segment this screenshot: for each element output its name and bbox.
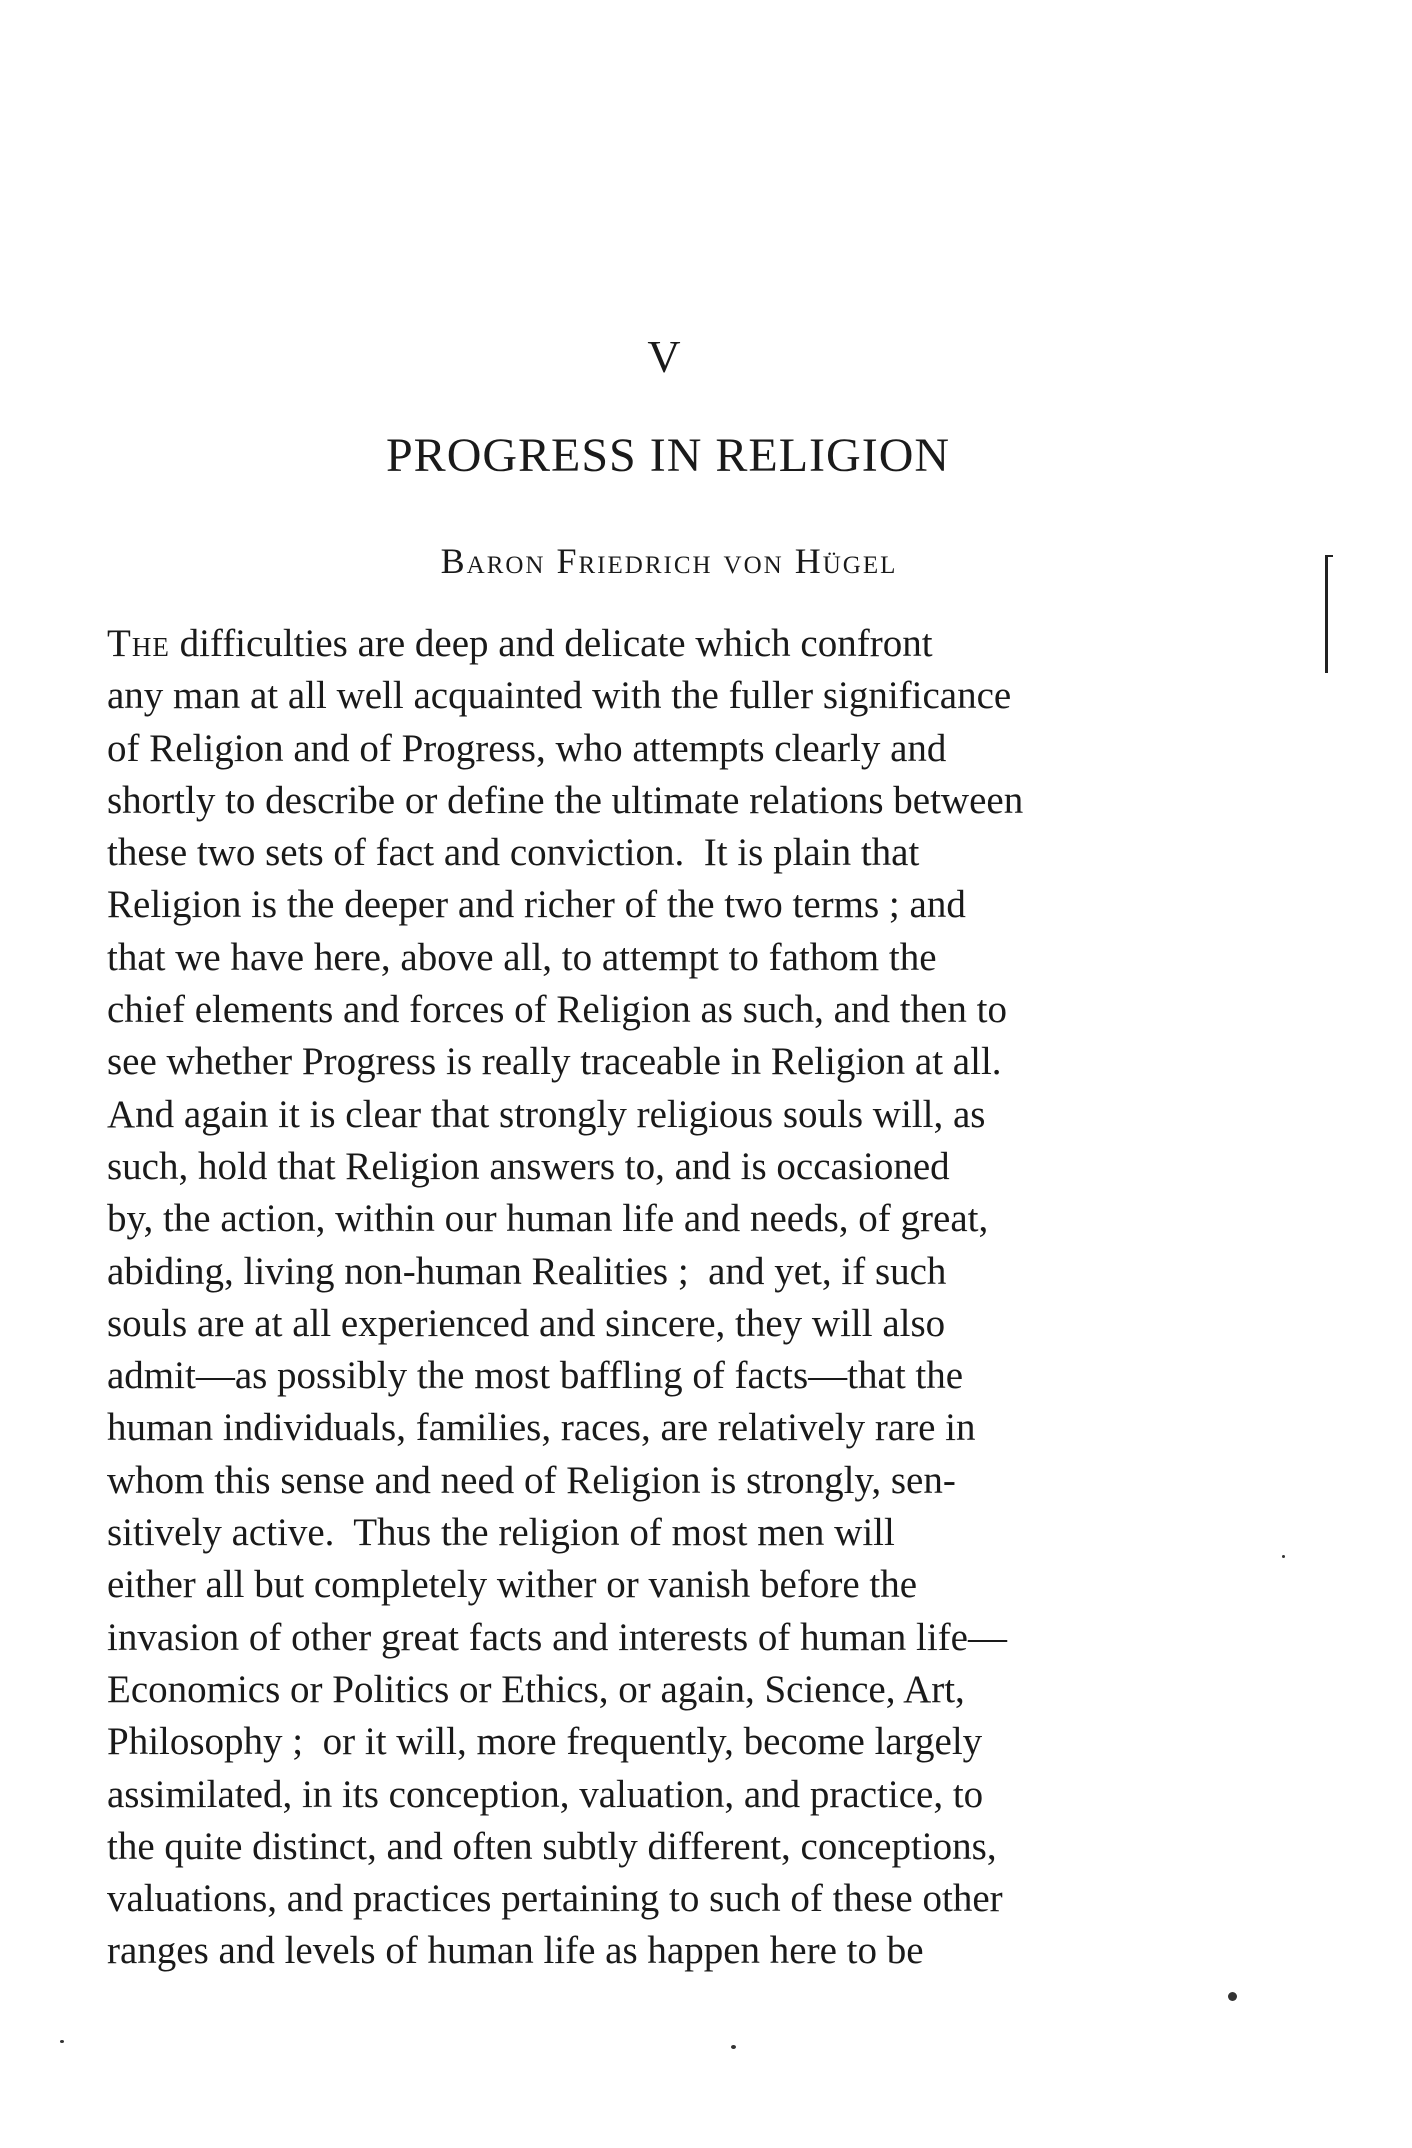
drop-word: The [107, 622, 170, 665]
text-line-content: Philosophy ; or it will, more frequently, become largely [107, 1720, 983, 1764]
text-line [107, 1089, 1224, 1141]
text-line [107, 932, 1224, 984]
text-line-content: either all but completely wither or vanish before the [107, 1563, 918, 1607]
text-line [107, 1821, 1224, 1873]
text-line [107, 1664, 1224, 1716]
text-line-content: human individuals, families, races, are relatively rare in [107, 1406, 976, 1450]
text-line-content: assimilated, in its conception, valuation, and practice, to [107, 1772, 984, 1816]
text-line-content: chief elements and forces of Religion as such, and then to [107, 988, 1007, 1032]
text-line-content: ranges and levels of human life as happen here to be [107, 1929, 924, 1973]
print-speck [731, 2045, 736, 2049]
text-line [107, 1298, 1224, 1350]
text-line [107, 1507, 1224, 1559]
text-line-content: shortly to describe or define the ultimate relations between [107, 778, 1024, 822]
print-speck [1282, 1555, 1285, 1558]
text-line [107, 1769, 1224, 1821]
text-line-content: these two sets of fact and conviction. It is plain that [107, 831, 920, 875]
text-line-content: souls are at all experienced and sincere, they will also [107, 1301, 946, 1345]
text-line-content: valuations, and practices pertaining to such of these other [107, 1877, 1003, 1921]
text-line [107, 723, 1224, 775]
text-line-content: abiding, living non-human Realities ; and yet, if such [107, 1249, 947, 1293]
text-line [107, 827, 1224, 879]
text-line [107, 1036, 1224, 1088]
text-line-content: And again it is clear that strongly religious souls will, as [107, 1092, 986, 1136]
text-line [107, 1716, 1224, 1768]
chapter-number: V [647, 331, 683, 382]
text-line [107, 879, 1224, 931]
text-line [107, 1559, 1224, 1611]
text-line [107, 670, 1224, 722]
text-line [107, 984, 1224, 1036]
print-speck [60, 2040, 64, 2043]
text-line [107, 618, 1224, 670]
text-line [107, 1612, 1224, 1664]
text-line-content: invasion of other great facts and interests of human life— [107, 1615, 1007, 1659]
text-line [107, 1402, 1224, 1454]
text-line-content: Religion is the deeper and richer of the two terms ; and [107, 883, 966, 927]
text-line [107, 1246, 1224, 1298]
margin-mark [1325, 555, 1328, 673]
text-line [107, 1193, 1224, 1245]
text-line [107, 1141, 1224, 1193]
print-speck [1228, 1992, 1237, 2001]
text-line [107, 1873, 1224, 1925]
text-line-content: by, the action, within our human life and needs, of great, [107, 1197, 989, 1241]
chapter-title: PROGRESS IN RELIGION [385, 429, 951, 482]
text-line-content: any man at all well acquainted with the fuller significance [107, 674, 1012, 718]
text-line [107, 1350, 1224, 1402]
text-line-content: admit—as possibly the most baffling of facts—that the [107, 1354, 964, 1398]
text-line-content: of Religion and of Progress, who attempts clearly and [107, 726, 947, 770]
text-line-content: the quite distinct, and often subtly different, conceptions, [107, 1824, 997, 1868]
text-line-content: sitively active. Thus the religion of most men will [107, 1511, 895, 1555]
text-line-content: Economics or Politics or Ethics, or again, Science, Art, [107, 1667, 965, 1711]
text-line-rest: difficulties are deep and delicate which confront [169, 622, 933, 665]
text-line-content: such, hold that Religion answers to, and is occasioned [107, 1144, 950, 1188]
text-line [107, 1455, 1224, 1507]
chapter-author: Baron Friedrich von Hügel [440, 541, 898, 581]
text-line-content: see whether Progress is really traceable in Religion at all. [107, 1040, 1002, 1084]
text-line [107, 1925, 1224, 1977]
text-line-content: whom this sense and need of Religion is strongly, sen- [107, 1458, 956, 1502]
body-paragraph [107, 618, 1224, 1978]
text-line-content: that we have here, above all, to attempt to fathom the [107, 935, 937, 979]
text-line [107, 775, 1224, 827]
